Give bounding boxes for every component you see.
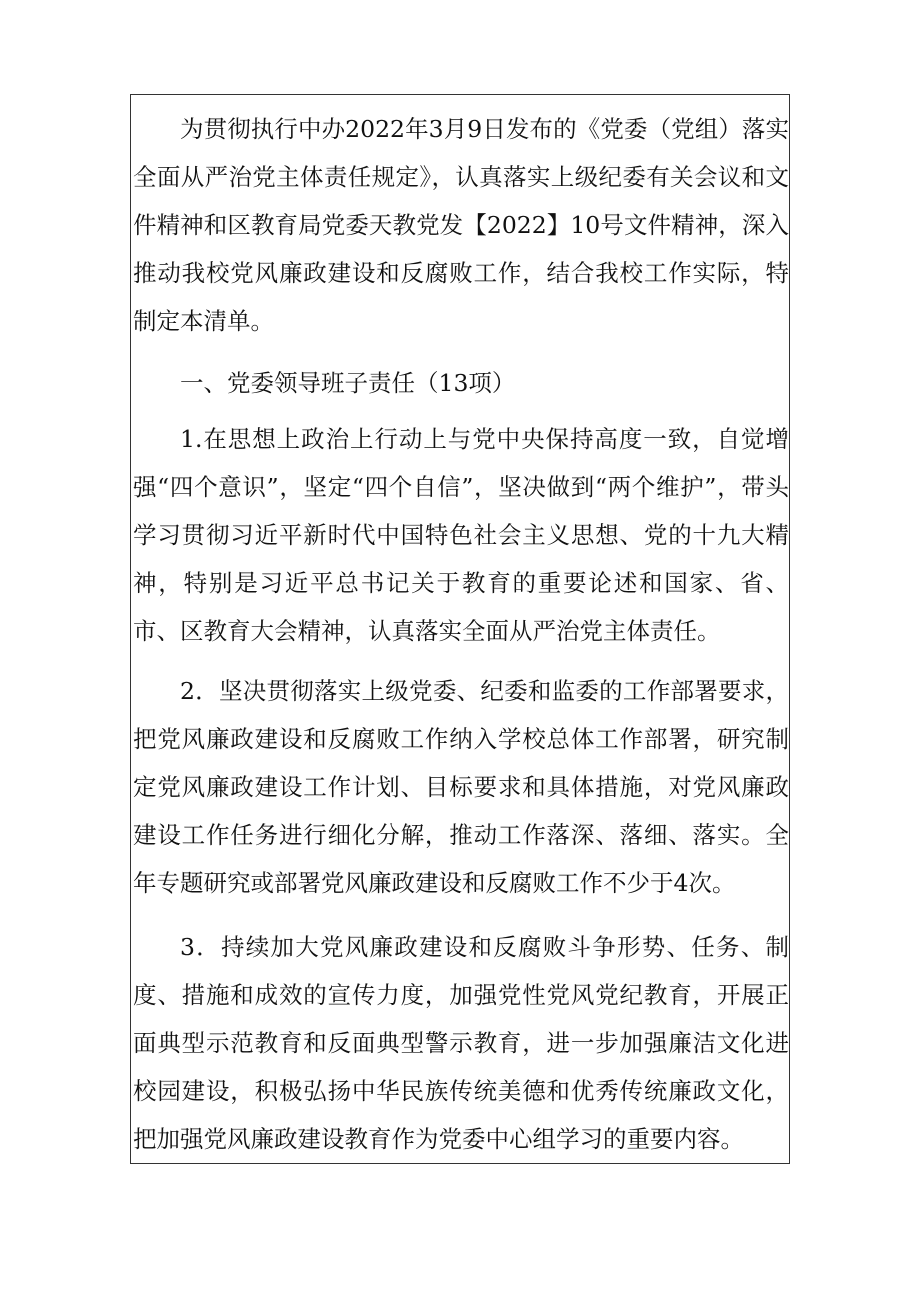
section-heading: 一、党委领导班子责任（13项）: [180, 369, 516, 397]
item-2-paragraph: 2．坚决贯彻落实上级党委、纪委和监委的工作部署要求，把党风廉政建设和反腐败工作纳入学校总体工作部署，研究制定党风廉政建设工作计划、目标要求和具体措施，对党风廉政建设工作任务进行细化分解，推动工作落深、落细、落实。全年专题研究或部署党风廉政建设和反腐败工作不少于4次。: [133, 677, 789, 897]
document-table-cell: [130, 94, 790, 1164]
item-1-paragraph: 1.在思想上政治上行动上与党中央保持高度一致，自觉增强“四个意识”，坚定“四个自信”，坚决做到“两个维护”，带头学习贯彻习近平新时代中国特色社会主义思想、党的十九大精神，特别是习近平总书记关于教育的重要论述和国家、省、市、区教育大会精神，认真落实全面从严治党主体责任。: [133, 425, 789, 645]
intro-paragraph: 为贯彻执行中办2022年3月9日发布的《党委（党组）落实全面从严治党主体责任规定》，认真落实上级纪委有关会议和文件精神和区教育局党委天教党发【2022】10号文件精神，深入推动我校党风廉政建设和反腐败工作，结合我校工作实际，特制定本清单。: [133, 115, 789, 335]
item-3-paragraph: 3．持续加大党风廉政建设和反腐败斗争形势、任务、制度、措施和成效的宣传力度，加强党性党风党纪教育，开展正面典型示范教育和反面典型警示教育，进一步加强廉洁文化进校园建设，积极弘扬中华民族传统美德和优秀传统廉政文化，把加强党风廉政建设教育作为党委中心组学习的重要内容。: [133, 933, 789, 1153]
